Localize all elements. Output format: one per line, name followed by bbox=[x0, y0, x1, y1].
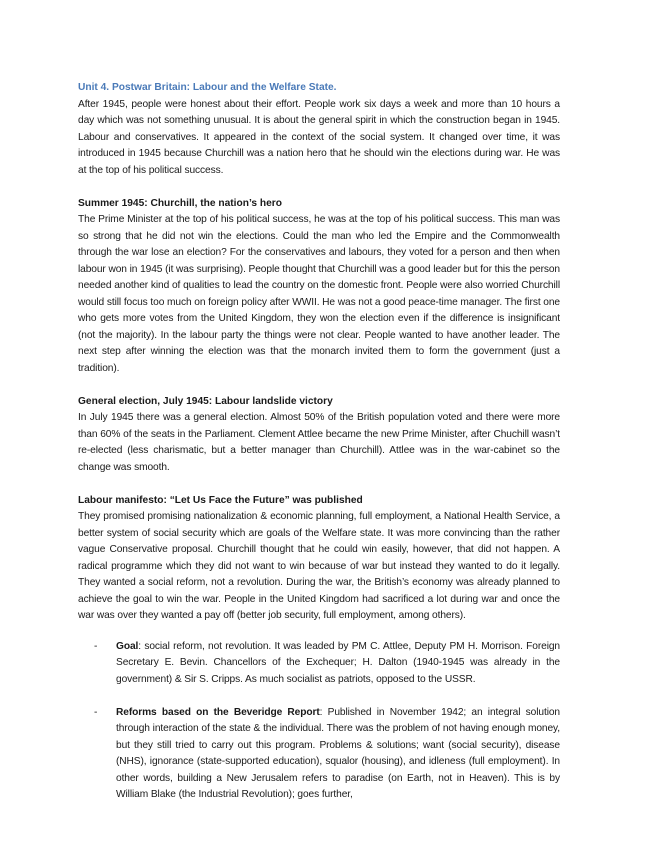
bullet-paragraph bbox=[116, 639, 560, 689]
bullet-dash: - bbox=[94, 640, 98, 652]
document-body bbox=[78, 80, 560, 820]
section-churchill bbox=[78, 196, 560, 378]
list-item-goal bbox=[78, 639, 560, 689]
list-item-reforms bbox=[78, 705, 560, 804]
section-general-election bbox=[78, 394, 560, 477]
bullet-lead: Reforms based on the Beveridge Report bbox=[116, 706, 320, 718]
section-heading: Labour manifesto: “Let Us Face the Future” was published bbox=[78, 494, 363, 506]
intro-paragraph: After 1945, people were honest about their effort. People work six days a week and more than 10 hours a day which was not something unusual. It is about the general spirit in which the construction began in 1945. Labour and conservatives. It appeared in the context of the social system. It changed over time, it was introduced in 1945 because Churchill was a nation hero that he should win the elections during war. He was at the top of his political success. bbox=[78, 98, 560, 176]
section-paragraph: They promised promising nationalization & economic planning, full employment, a National Health Service, a better system of social security which are goals of the Welfare state. It was more convincing than the rather vague Conservative proposal. Churchill thought that he could win easily, however, that did not happen. A radical programme which they did not want to win because of war but instead they wanted to do it legally. They wanted a social reform, not a revolution. During the war, the British’s economy was already planned to achieve the goal to win the war. People in the United Kingdom had sacrificed a lot during war and once the war was over they wanted a pay off (better job security, full employment, among others). bbox=[78, 511, 560, 621]
bullet-text: : social reform, not revolution. It was leaded by PM C. Attlee, Deputy PM H. Morrison. Foreign Secretary E. Bevin. Chancellors of the Exchequer; H. Dalton (1940-1945 was already in the government) & Sir S. Cripps. As much socialist as patriots, opposed to the USSR. bbox=[116, 640, 560, 685]
section-heading: Summer 1945: Churchill, the nation’s hero bbox=[78, 197, 282, 209]
section-paragraph: The Prime Minister at the top of his political success, he was at the top of his political success. This man was so strong that he did not win the elections. Could the man who led the Empire and the Commonwealth through the war lose an election? For the conservatives and labours, they voted for a person and then when labour won in 1945 (it was surprising). People thought that Churchill was a good leader but for this the person needed another kind of qualities to lead the country on the domestic front. People were also worried Churchill would still focus too much on foreign policy after WWII. He was not a good peace-time manager. The first one who gets more votes from the United Kingdom, they won the election even if the difference is insignificant (not the majority). In the labour party the things were not clear. People wanted to have another leader. The next step after winning the election was that the monarch invited them to form the government (just a tradition). bbox=[78, 214, 560, 374]
bullet-list bbox=[78, 639, 560, 804]
section-heading: General election, July 1945: Labour landslide victory bbox=[78, 395, 333, 407]
bullet-lead: Goal bbox=[116, 640, 139, 652]
section-paragraph: In July 1945 there was a general election. Almost 50% of the British population voted and there were more than 60% of the seats in the Parliament. Clement Attlee became the new Prime Minister, after Chuchill wasn’t re-elected (less charismatic, but a better manager than Churchill). Attlee was in the war-cabinet so the change was smooth. bbox=[78, 412, 560, 473]
bullet-paragraph bbox=[116, 705, 560, 804]
section-labour-manifesto bbox=[78, 493, 560, 625]
unit-title: Unit 4. Postwar Britain: Labour and the Welfare State. bbox=[78, 82, 337, 93]
bullet-text: : Published in November 1942; an integral solution through interaction of the state & the individual. There was the problem of not having enough money, but they still tried to carry out this program. Problems & solutions; want (social security), disease (NHS), ignorance (state-supported education), squalor (housing), and idleness (full employment). In other words, building a New Jerusalem refers to paradise (on Earth, not in Heaven). This is by William Blake (the Industrial Revolution); goes further, bbox=[116, 706, 560, 800]
bullet-dash: - bbox=[94, 706, 98, 718]
